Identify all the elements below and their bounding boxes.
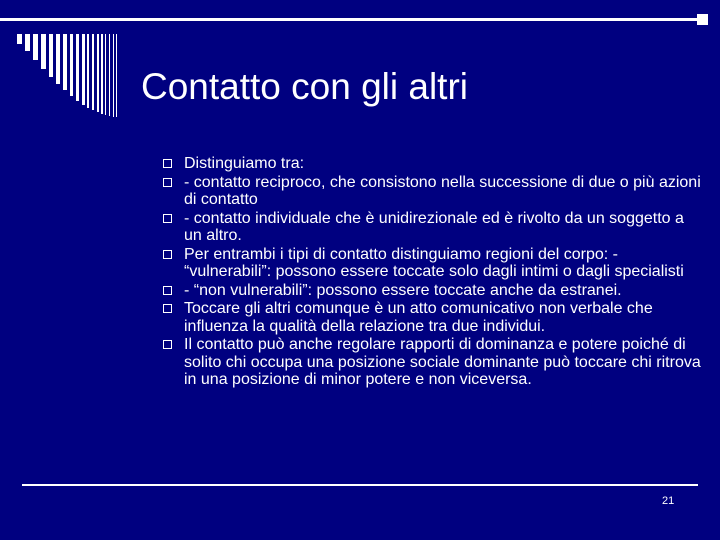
bullet-item	[163, 155, 703, 173]
stripe	[76, 34, 79, 101]
hollow-square-icon	[163, 214, 172, 223]
bullet-item	[163, 300, 703, 335]
stripe	[109, 34, 110, 116]
bullet-text: Il contatto può anche regolare rapporti di dominanza e potere poiché di solito chi occupa una posizione sociale dominante può toccare chi ritrova in una posizione di minor potere e non viceversa.	[184, 336, 701, 388]
stripe	[101, 34, 103, 114]
stripe	[56, 34, 60, 84]
bullet-item	[163, 174, 703, 209]
bottom-divider-line	[22, 484, 698, 486]
page-number: 21	[662, 495, 675, 507]
stripe	[97, 34, 99, 112]
bullet-text: Distinguiamo tra:	[184, 155, 305, 172]
bullet-text: - contatto individuale che è unidirezionale ed è rivolto da un soggetto a un altro.	[184, 209, 684, 244]
stripe	[116, 34, 117, 117]
bullet-item	[163, 282, 703, 300]
hollow-square-icon	[163, 304, 172, 313]
corner-square-icon	[697, 14, 708, 25]
slide-title: Contatto con gli altri	[141, 66, 469, 107]
stripe	[82, 34, 85, 105]
hollow-square-icon	[163, 286, 172, 295]
hollow-square-icon	[163, 340, 172, 349]
bullet-text: - “non vulnerabili”: possono essere toccate anche da estranei.	[184, 281, 622, 299]
hollow-square-icon	[163, 250, 172, 259]
stripe	[25, 34, 30, 51]
bullet-text: Toccare gli altri comunque è un atto comunicativo non verbale che influenza la qualità della relazione tra due individui.	[184, 300, 653, 335]
stripe	[17, 34, 22, 44]
stripe	[105, 34, 106, 115]
stripe	[33, 34, 38, 60]
stripe	[49, 34, 53, 77]
bullet-item	[163, 336, 703, 389]
bullet-text: - contatto reciproco, che consistono nella successione di due o più azioni di contatto	[184, 173, 701, 208]
hollow-square-icon	[163, 178, 172, 187]
stripe	[41, 34, 46, 69]
stripe	[70, 34, 73, 96]
hollow-square-icon	[163, 159, 172, 168]
stripe	[63, 34, 67, 90]
bullet-item	[163, 210, 703, 245]
stripe	[113, 34, 114, 117]
bullet-item	[163, 246, 703, 281]
stripe	[87, 34, 89, 108]
stripe	[92, 34, 94, 110]
top-divider-line	[0, 18, 697, 21]
bullet-list	[163, 155, 703, 390]
bullet-text: Per entrambi i tipi di contatto distinguiamo regioni del corpo: - “vulnerabili”: possono essere toccate solo dagli intimi o dagli specialisti	[184, 245, 684, 280]
